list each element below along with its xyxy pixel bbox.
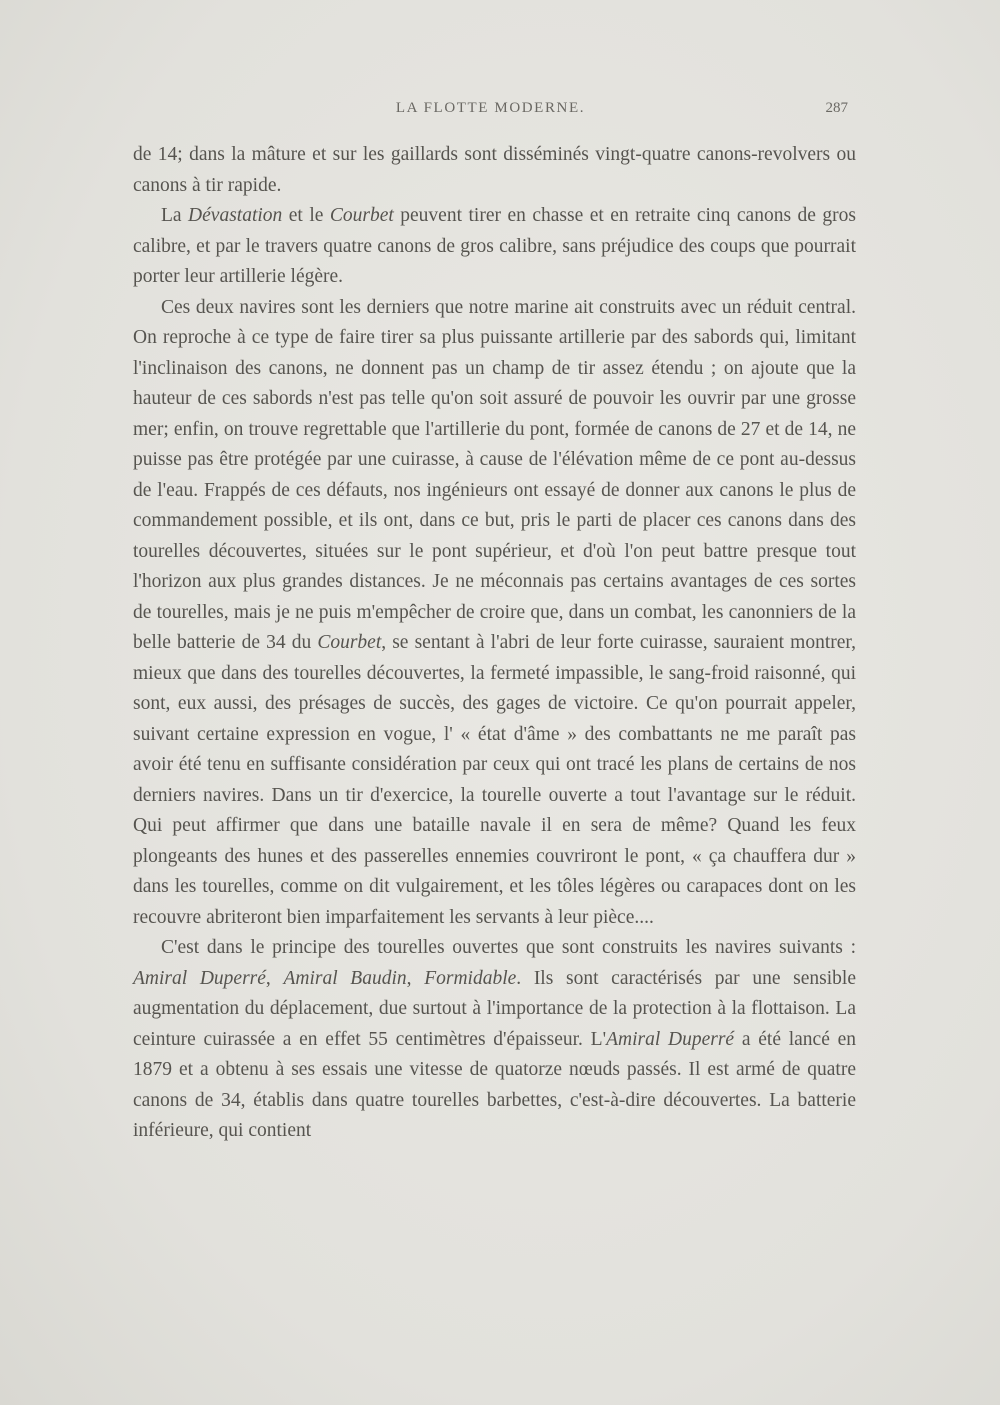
paragraph-3-text: Ces deux navires sont les derniers que notre marine ait construits avec un réduit central. On reproche à ce type de faire tirer sa plus puissante artillerie par des sabords qui, limitant l'inclinaison des canons, ne donnent pas un champ de tir assez étendu ; on ajoute que la hauteur de ces sabords n'est pas telle qu'on soit assuré de pouvoir les ouvrir par une grosse mer; enfin, on trouve regrettable que l'artillerie du pont, formée de canons de 27 et de 14, ne puisse pas être protégée par une cuirasse, à cause de l'élévation même de ce pont au-dessus de l'eau. Frappés de ces défauts, nos ingénieurs ont essayé de donner aux canons le plus de commandement possible, et ils ont, dans ce but, pris le parti de placer ces canons dans des tourelles découvertes, situées sur le pont supérieur, et d'où l'on peut battre presque tout l'horizon aux plus grandes distances. Je ne méconnais pas certains avantages de ces sortes de tourelles, mais je ne puis m'empêcher de croire que, dans un combat, les canonniers de la belle batterie de 34 du: [133, 296, 856, 653]
ship-name-formidable: Formidable: [424, 967, 517, 989]
paragraph-4: [133, 933, 856, 1147]
paragraph-2: [133, 201, 856, 293]
paragraph-4-text: ,: [406, 967, 425, 989]
body-text: [133, 140, 856, 1147]
ship-name-amiral-duperre: Amiral Duperré: [133, 967, 266, 989]
paragraph-3: [133, 293, 856, 934]
ship-name-devastation: Dévastation: [188, 205, 283, 226]
paragraph-4-text: ,: [265, 967, 284, 989]
ship-name-courbet: Courbet: [317, 632, 382, 653]
paragraph-2-text: La: [161, 205, 189, 226]
ship-name-amiral-baudin: Amiral Baudin: [283, 967, 407, 989]
ship-name-courbet: Courbet: [329, 205, 394, 226]
running-head: [133, 100, 848, 124]
paragraph-2-text: et le: [282, 205, 330, 226]
paragraph-4-text: . Ils sont caractérisés par une sensible augmentation du déplacement, due surtout à l'importance de la protection à la flottaison. La ceinture cuirassée a en effet 55 centimètres d'épaisseur. L': [133, 967, 856, 1050]
paragraph-1-text: de 14; dans la mâture et sur les gaillards sont disséminés vingt-quatre canons-revolvers ou canons à tir rapide.: [133, 144, 856, 196]
running-title: LA FLOTTE MODERNE.: [395, 100, 586, 116]
page-number: 287: [825, 100, 848, 116]
ship-name-amiral-duperre: Amiral Duperré: [606, 1028, 735, 1050]
paragraph-4-text: a été lancé en 1879 et a obtenu à ses essais une vitesse de quatorze nœuds passés. Il est armé de quatre canons de 34, établis dans quatre tourelles barbettes, c'est-à-dire découvertes. La batterie inférieure, qui contient: [133, 1028, 857, 1141]
paragraph-4-text: C'est dans le principe des tourelles ouvertes que sont construits les navires suivants :: [161, 937, 856, 958]
paragraph-1: [133, 140, 856, 201]
paragraph-2-text: peuvent tirer en chasse et en retraite cinq canons de gros calibre, et par le travers quatre canons de gros calibre, sans préjudice des coups que pourrait porter leur artillerie légère.: [133, 205, 856, 287]
paragraph-3-text: , se sentant à l'abri de leur forte cuirasse, sauraient montrer, mieux que dans des tourelles découvertes, la fermeté impassible, le sang-froid raisonné, qui sont, eux aussi, des présages de succès, des gages de victoire. Ce qu'on pourrait appeler, suivant certaine expression en vogue, l' « état d'âme » des combattants ne me paraît pas avoir été tenu en suffisante considération par ceux qui ont tracé les plans de certains de nos derniers navires. Dans un tir d'exercice, la tourelle ouverte a tout l'avantage sur le réduit. Qui peut affirmer que dans une bataille navale il en sera de même? Quand les feux plongeants des hunes et des passerelles ennemies couvriront le pont, « ça chauffera dur » dans les tourelles, comme on dit vulgairement, et les tôles légères ou carapaces dont on les recouvre abriteront bien imparfaitement les servants à leur pièce....: [133, 632, 856, 928]
